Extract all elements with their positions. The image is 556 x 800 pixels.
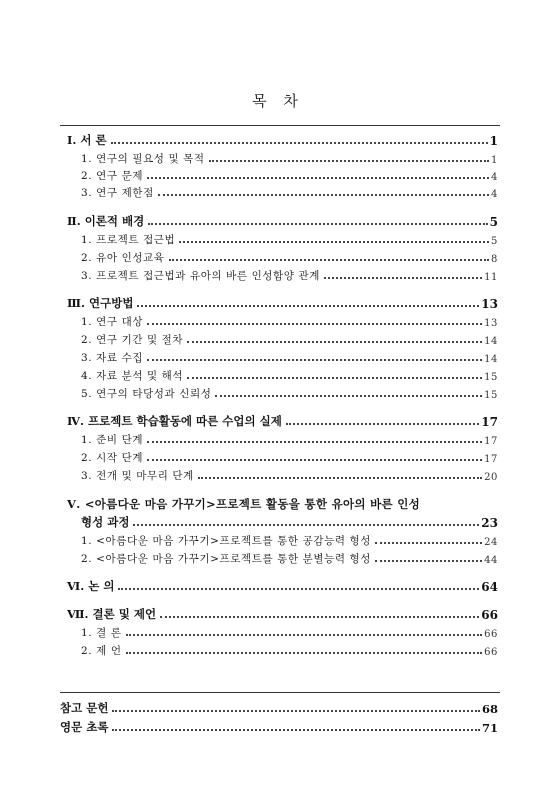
toc-entry-label: Ⅰ. 서 론 (67, 133, 107, 147)
toc-entry[interactable] (60, 700, 498, 716)
toc-entry-page: 66 (484, 629, 498, 640)
toc-entry[interactable] (81, 231, 498, 247)
dot-leader (215, 395, 482, 397)
dot-leader (118, 588, 479, 590)
toc-entry[interactable] (67, 213, 498, 229)
dot-leader (179, 241, 489, 243)
dot-leader (126, 652, 482, 654)
dot-leader (137, 305, 479, 307)
toc-entry-label: Ⅵ. 논 의 (67, 579, 115, 593)
toc-entry-label: 2. 시작 단계 (81, 452, 144, 464)
toc-entry-label: 2. 연구 문제 (81, 170, 144, 182)
dot-leader (324, 277, 482, 279)
toc-entry-page: 68 (481, 702, 498, 716)
dot-leader (112, 729, 480, 731)
dot-leader (375, 542, 482, 544)
toc-entry-page: 17 (484, 436, 498, 447)
toc-entry-page: 1 (489, 134, 498, 148)
toc-entry-label: 2. 연구 기간 및 절차 (81, 334, 184, 346)
dot-leader (286, 423, 479, 425)
dot-leader (158, 194, 489, 196)
toc-entry-label: Ⅳ. 프로젝트 학습활동에 따른 수업의 실제 (67, 414, 282, 428)
toc-entry-page: 66 (484, 647, 498, 658)
dot-leader (198, 477, 482, 479)
dot-leader (187, 377, 482, 379)
toc-entry-label: 4. 자료 분석 및 해석 (81, 370, 184, 382)
dot-leader (187, 341, 482, 343)
toc-entry-page: 14 (484, 336, 498, 347)
toc-entry[interactable] (81, 467, 498, 483)
dot-leader (147, 359, 482, 361)
toc-entry-page: 13 (484, 318, 498, 329)
dot-leader (147, 441, 482, 443)
toc-entry-label: 3. 자료 수집 (81, 352, 144, 364)
toc-entry-label: 1. 프로젝트 접근법 (81, 234, 176, 246)
dot-leader (148, 223, 487, 225)
toc-entry-page: 1 (491, 155, 498, 166)
toc-entry[interactable] (81, 550, 498, 566)
toc-entry-page: 4 (491, 189, 498, 200)
toc-entry[interactable] (81, 642, 498, 658)
dot-leader (133, 524, 479, 526)
dot-leader (112, 710, 480, 712)
toc-entry-label: 1. 연구의 필요성 및 목적 (81, 153, 205, 165)
toc-entry-label: Ⅶ. 결론 및 제언 (67, 607, 157, 621)
toc-entry-page: 15 (484, 372, 498, 383)
toc-entry[interactable] (67, 413, 498, 429)
toc-entry-page: 5 (491, 236, 498, 247)
toc-entry-label: 참고 문헌 (60, 701, 109, 715)
toc-entry-label: 3. 전개 및 마무리 단계 (81, 470, 194, 482)
toc-entry[interactable] (81, 449, 498, 465)
toc-entry-page: 15 (484, 390, 498, 401)
toc-entry-label: 영문 초록 (60, 720, 109, 734)
toc-entry[interactable] (67, 606, 498, 622)
toc-entry[interactable] (81, 367, 498, 383)
top-rule (60, 125, 500, 126)
toc-entry[interactable] (81, 624, 498, 640)
toc-entry-page: 13 (481, 297, 498, 311)
bottom-rule (60, 692, 500, 693)
toc-entry-page: 5 (489, 215, 498, 229)
toc-entry-page: 44 (484, 555, 498, 566)
toc-entry-page: 4 (491, 172, 498, 183)
toc-entry-label: 1. 결 론 (81, 627, 122, 639)
toc-entry-page: 17 (481, 415, 498, 429)
toc-entry-page: 17 (484, 454, 498, 465)
toc-entry[interactable] (81, 167, 498, 183)
toc-entry-label: 2. <아름다운 마음 가꾸기>프로젝트를 통한 분별능력 형성 (81, 553, 371, 565)
toc-entry-label: Ⅱ. 이론적 배경 (67, 214, 145, 228)
dot-leader (147, 323, 482, 325)
dot-leader (147, 177, 489, 179)
toc-entry-label: 1. 연구 대상 (81, 316, 144, 328)
toc-entry[interactable] (81, 267, 498, 283)
toc-entry-page: 11 (484, 272, 498, 283)
toc-entry[interactable] (67, 132, 498, 148)
toc-entry[interactable] (81, 349, 498, 365)
toc-entry-label: 1. 준비 단계 (81, 434, 144, 446)
toc-entry[interactable] (60, 719, 498, 735)
dot-leader (375, 560, 482, 562)
toc-entry-label[interactable]: Ⅴ. <아름다운 마음 가꾸기>프로젝트 활동을 통한 유아의 바른 인성 (67, 497, 421, 511)
dot-leader (147, 459, 482, 461)
toc-entry[interactable] (81, 313, 498, 329)
dot-leader (111, 142, 488, 144)
toc-entry-page: 71 (481, 721, 498, 735)
dot-leader (126, 634, 482, 636)
toc-entry[interactable] (81, 385, 498, 401)
toc-entry[interactable] (81, 532, 498, 548)
dot-leader (169, 259, 489, 261)
toc-entry-page: 23 (481, 516, 498, 530)
dot-leader (209, 160, 489, 162)
toc-entry-label: 3. 프로젝트 접근법과 유아의 바른 인성함양 관계 (81, 270, 320, 282)
toc-entry[interactable] (81, 514, 498, 530)
toc-entry-page: 20 (484, 472, 498, 483)
toc-entry-label: 3. 연구 제한점 (81, 187, 154, 199)
toc-entry[interactable] (67, 295, 498, 311)
toc-entry[interactable] (81, 150, 498, 166)
toc-entry-label: 형성 과정 (81, 515, 130, 529)
dot-leader (160, 616, 479, 618)
toc-entry-label: 5. 연구의 타당성과 신뢰성 (81, 388, 212, 400)
toc-entry-page: 8 (491, 254, 498, 265)
toc-entry-label: 1. <아름다운 마음 가꾸기>프로젝트를 통한 공감능력 형성 (81, 535, 371, 547)
toc-entry[interactable] (67, 578, 498, 594)
toc-entry[interactable] (81, 249, 498, 265)
toc-entry-page: 64 (481, 580, 498, 594)
toc-entry[interactable] (81, 331, 498, 347)
toc-entry-page: 66 (481, 608, 498, 622)
toc-entry[interactable] (81, 431, 498, 447)
toc-entry[interactable] (81, 184, 498, 200)
toc-entry-label: 2. 제 언 (81, 645, 122, 657)
toc-entry-page: 14 (484, 354, 498, 365)
toc-entry-label: 2. 유아 인성교육 (81, 252, 165, 264)
toc-entry-label: Ⅲ. 연구방법 (67, 296, 134, 310)
toc-entry-page: 24 (484, 537, 498, 548)
page-title: 목 차 (252, 92, 304, 110)
